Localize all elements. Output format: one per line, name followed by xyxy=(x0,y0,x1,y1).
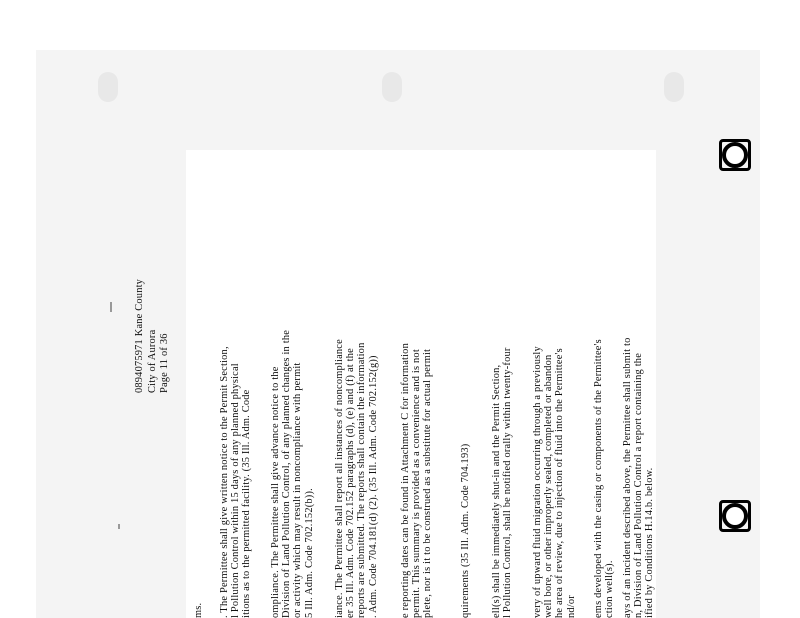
header-city: City of Aurora xyxy=(146,329,158,393)
text-line: 5 Ill. Adm. Code 702.152(b)). xyxy=(303,488,315,618)
document-header xyxy=(134,163,172,393)
paragraph xyxy=(491,158,513,618)
text-line: ms. xyxy=(193,602,204,618)
paragraph xyxy=(593,158,615,618)
paragraph xyxy=(622,158,656,618)
header-permit-county: 0894075971 Kane County xyxy=(134,278,145,393)
text-line: l Pollution Control within 15 days of any planned physical xyxy=(230,363,242,618)
paragraph xyxy=(460,158,471,618)
text-line: very of upward fluid migration occurring through a previously xyxy=(532,346,543,618)
paragraph xyxy=(270,158,315,618)
punch-hole xyxy=(382,72,402,102)
registration-mark-icon xyxy=(722,503,748,529)
text-line: he area of review, due to injection of fluid into the Permittee's xyxy=(554,348,566,618)
text-line: or activity which may result in noncompliance with permit xyxy=(292,362,304,618)
punch-hole xyxy=(98,72,118,102)
paragraph xyxy=(219,158,253,618)
text-line: ays of an incident described above, the Permittee shall submit to xyxy=(622,337,633,618)
text-line: itions as to the permitted facility. (35 Ill. Adm. Code xyxy=(241,389,253,618)
registration-mark-icon xyxy=(722,142,748,168)
text-line: ems developed with the casing or components of the Permittee's xyxy=(593,339,604,618)
text-line: ified by Conditions H.14.b. below. xyxy=(644,467,656,618)
scan-artifact xyxy=(110,302,112,312)
text-line: iance. The Permittee shall report all instances of noncompliance xyxy=(334,339,345,618)
text-line: reports are submitted. The reports shall contain the information xyxy=(356,342,368,618)
paragraph xyxy=(193,158,204,618)
punch-hole xyxy=(664,72,684,102)
text-line: ompliance. The Permittee shall give advance notice to the xyxy=(270,366,281,618)
header-page-number: Page 11 of 36 xyxy=(159,333,171,393)
text-line: Division of Land Pollution Control, of any planned changes in the xyxy=(281,329,293,618)
text-line: plete, nor is it to be construed as a substitute for actual permit xyxy=(422,348,434,618)
text-line: quirements (35 Ill. Adm. Code 704.193) xyxy=(460,443,471,618)
paragraph xyxy=(334,158,379,618)
scan-artifact xyxy=(118,524,120,529)
text-line: permit. This summary is provided as a convenience and is not xyxy=(411,349,423,618)
text-line: ction well(s). xyxy=(604,560,616,618)
text-line: l Pollution Control, shall be notified orally within twenty-four xyxy=(502,347,514,618)
text-line: . Adm. Code 704.181(d) (2). (35 Ill. Adm. Code 702.152(g)) xyxy=(367,355,379,618)
text-line: ell(s) shall be immediately shut-in and the Permit Section, xyxy=(491,364,502,618)
paragraph xyxy=(532,158,577,618)
rotated-document-text xyxy=(134,158,656,618)
text-line: e reporting dates can be found in Attachment C for information xyxy=(400,343,411,618)
text-line: n, Division of Land Pollution Control a report containing the xyxy=(633,352,645,618)
text-line: . The Permittee shall give written notice to the Permit Section, xyxy=(219,346,230,618)
text-line: er 35 Ill. Adm. Code 702.152 paragraphs (d), (e) and (f) at the xyxy=(345,348,357,618)
text-line: nd/or xyxy=(565,595,577,618)
paragraph xyxy=(400,158,434,618)
text-line: well bore, or other improperly sealed, completed or abandon xyxy=(543,354,555,618)
